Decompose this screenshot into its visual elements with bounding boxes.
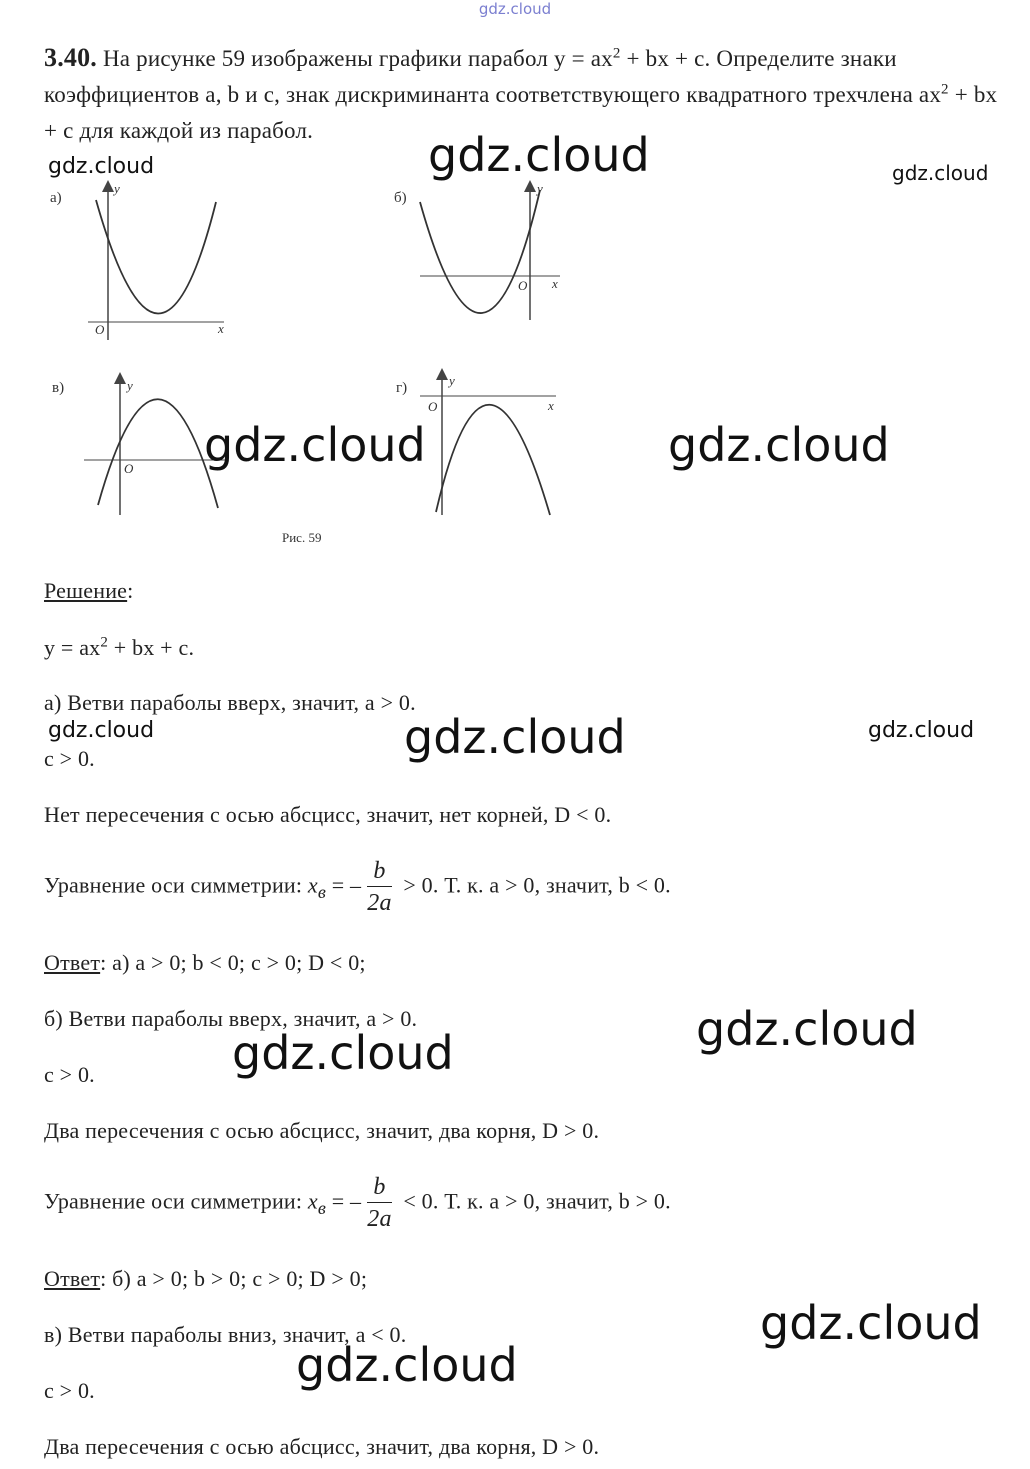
a-roots: Нет пересечения с осью абсцисс, значит, нет корней, D < 0. — [44, 802, 612, 827]
parabola-g — [436, 405, 550, 515]
panel-label: г) — [396, 380, 408, 396]
b-c: c > 0. — [44, 1062, 95, 1087]
watermark: gdz.cloud — [868, 718, 975, 743]
v-branches: в) Ветви параболы вниз, значит, a < 0. — [44, 1322, 407, 1347]
formula: $y = ax^2$ + bx + c. — [44, 634, 195, 660]
watermark: gdz.cloud — [48, 718, 155, 743]
origin-label: O — [428, 399, 438, 414]
fraction: $\frac{b}{2a}$ — [367, 858, 392, 916]
origin-label: O — [518, 278, 528, 293]
b-branches: б) Ветви параболы вверх, значит, a > 0. — [44, 1006, 418, 1031]
a-c: c > 0. — [44, 746, 95, 771]
a-axis-symmetry: Уравнение оси симметрии: $x_в$ = – $\frac{b}{2a}$ > 0. Т. к. a > 0, значит, b < 0. — [44, 856, 671, 919]
watermark: gdz.cloud — [428, 128, 650, 182]
watermark: gdz.cloud — [204, 418, 426, 472]
watermark: gdz.cloud — [48, 154, 155, 179]
watermark: gdz.cloud — [232, 1026, 454, 1080]
axis-y-label: y — [537, 181, 543, 196]
watermark: gdz.cloud — [296, 1338, 518, 1392]
problem-text-3: + bx + c для каждой из парабол. — [44, 82, 998, 143]
panel-label: б) — [394, 190, 407, 206]
panel-label: а) — [50, 190, 62, 206]
figure-caption: Рис. 59 — [282, 530, 322, 545]
watermark: gdz.cloud — [760, 1296, 982, 1350]
watermark: gdz.cloud — [892, 161, 989, 185]
problem-text-2: + bx + c. Определите знаки коэффициентов a, b и c, знак дискриминанта соответствующего квадратного трехчлена ax — [44, 46, 942, 107]
axis-y-label: y — [114, 181, 120, 196]
panel-b — [394, 181, 560, 320]
parabola-v — [98, 399, 218, 508]
problem-text-1: На рисунке 59 изображены графики парабол y = ax — [102, 46, 613, 71]
watermark: gdz.cloud — [668, 418, 890, 472]
b-axis-symmetry: Уравнение оси симметрии: $x_в$ = – $\frac{b}{2a}$ < 0. Т. к. a > 0, значит, b > 0. — [44, 1172, 671, 1235]
site-watermark-top: gdz.cloud — [478, 0, 552, 18]
axis-x-label: x — [548, 398, 554, 413]
v-c: c > 0. — [44, 1378, 95, 1403]
exponent: 2 — [612, 45, 621, 62]
exponent: 2 — [941, 81, 949, 98]
panel-v — [52, 378, 228, 515]
solution-heading: Решение: — [44, 578, 134, 603]
parabola-b — [420, 190, 540, 313]
b-roots: Два пересечения с осью абсцисс, значит, два корня, D > 0. — [44, 1118, 600, 1143]
axis-x-label: x — [218, 321, 224, 336]
v-roots: Два пересечения с осью абсцисс, значит, два корня, D > 0. — [44, 1434, 600, 1459]
origin-label: O — [124, 461, 134, 476]
origin-label: O — [95, 322, 105, 337]
b-answer: Ответ: б) a > 0; b > 0; c > 0; D > 0; — [44, 1266, 368, 1291]
parabola-a — [96, 200, 216, 314]
axis-x-label: x — [552, 276, 558, 291]
a-branches: а) Ветви параболы вверх, значит, a > 0. — [44, 690, 416, 715]
axis-y-label: y — [449, 373, 455, 388]
axis-y-label: y — [127, 378, 133, 393]
watermark: gdz.cloud — [404, 710, 626, 764]
parabola-figure — [0, 0, 1030, 560]
watermark: gdz.cloud — [696, 1002, 918, 1056]
panel-a — [50, 181, 224, 340]
fraction: $\frac{b}{2a}$ — [367, 1174, 392, 1232]
a-answer: Ответ: а) a > 0; b < 0; c > 0; D < 0; — [44, 950, 366, 975]
problem-number: 3.40. — [44, 43, 97, 72]
panel-label: в) — [52, 380, 65, 396]
